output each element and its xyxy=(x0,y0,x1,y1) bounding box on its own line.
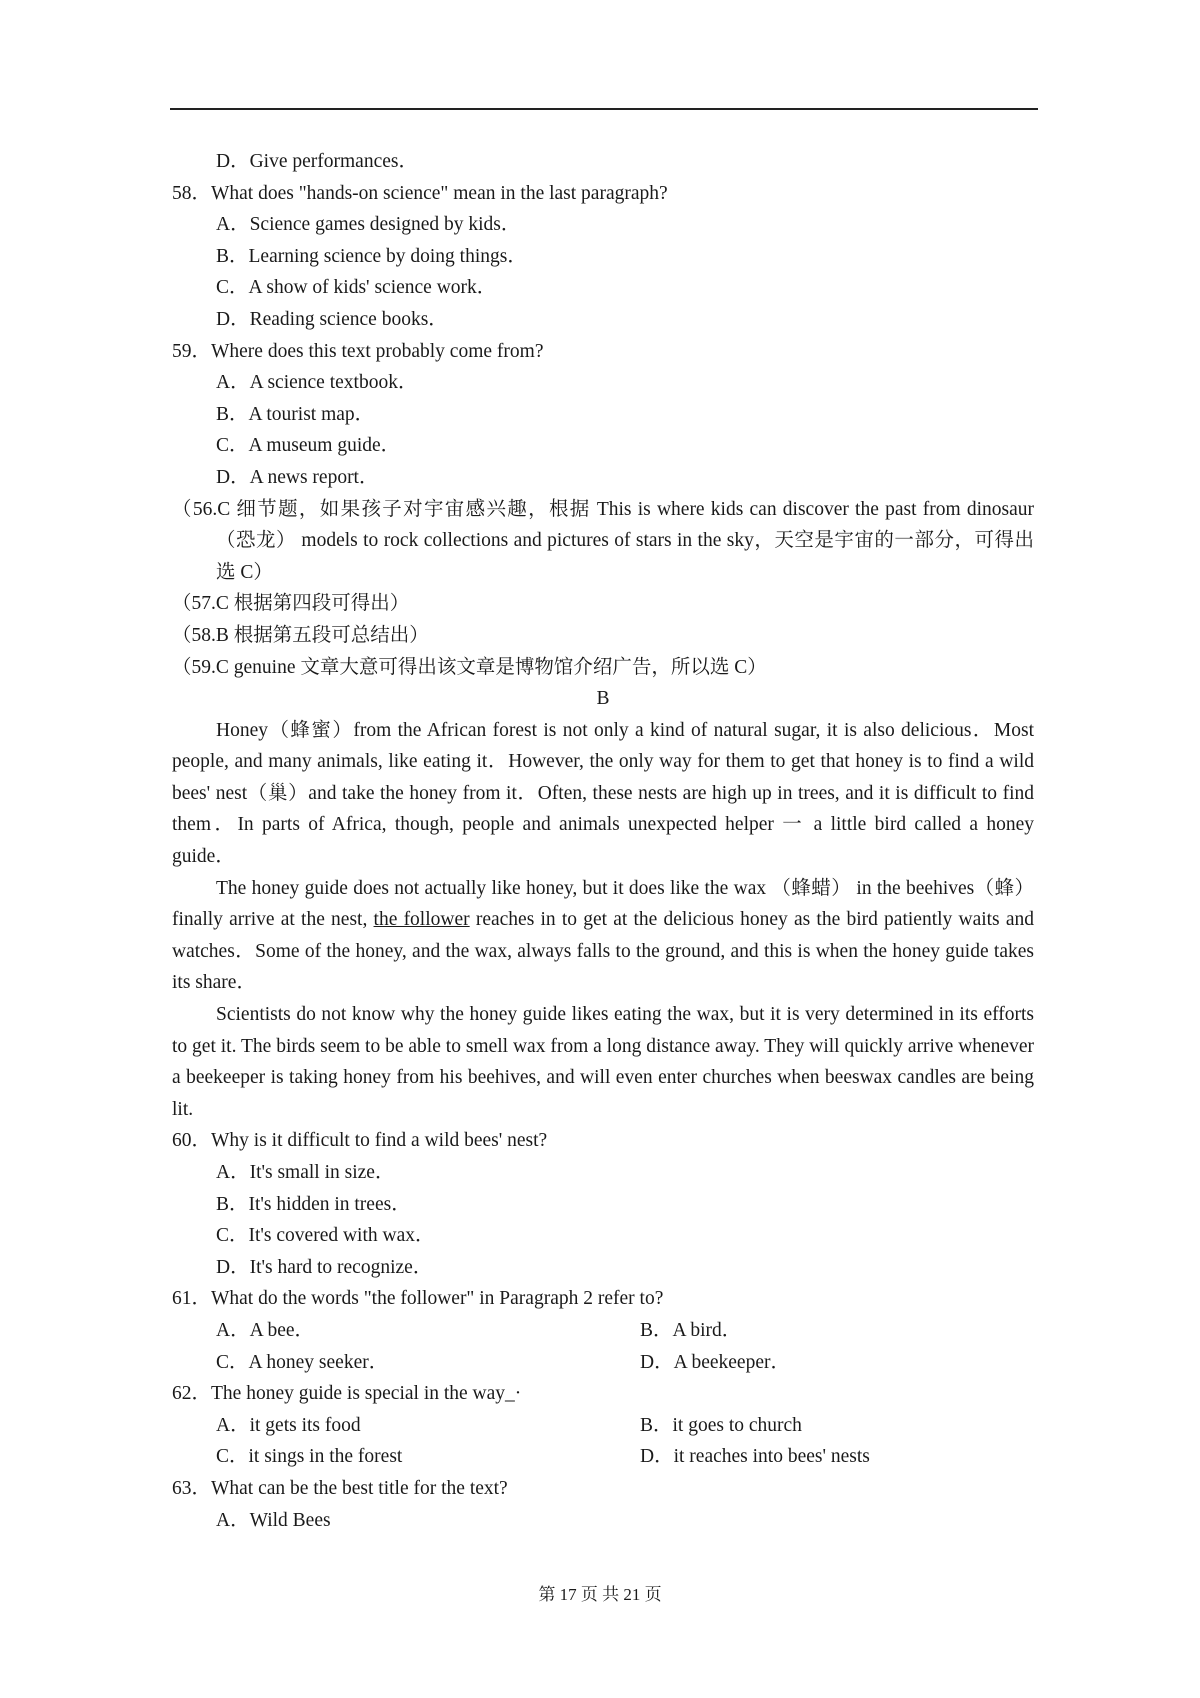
underlined-phrase: the follower xyxy=(373,909,470,931)
q62-option-b: B．it goes to church xyxy=(640,1414,802,1436)
q62-option-c: C．it sings in the forest xyxy=(216,1446,403,1468)
page-footer: 第 17 页 共 21 页 xyxy=(538,1585,662,1604)
q61-stem: 61．What do the words "the follower" in Paragraph 2 refer to? xyxy=(172,1288,664,1310)
q59-stem: 59．Where does this text probably come from? xyxy=(172,340,544,362)
q58-option-b: B．Learning science by doing things． xyxy=(216,245,527,267)
section-heading: B xyxy=(596,688,610,710)
passage-paragraph-2 xyxy=(172,873,1034,999)
q61-options-row-2 xyxy=(172,1347,1034,1379)
q60-option-b: B．It's hidden in trees． xyxy=(216,1193,411,1215)
q59-option-a: A．A science textbook． xyxy=(216,372,418,394)
q59-option-d: D．A news report． xyxy=(216,466,379,488)
q61-option-d: D．A beekeeper． xyxy=(640,1351,790,1373)
q61-option-c: C．A honey seeker． xyxy=(216,1351,389,1373)
paragraph-2-text-end: reaches in to get at the delicious honey as the bird patiently waits and watches．Some of the honey, and the wax, always falls to the ground, and this is when the honey guide takes its share． xyxy=(172,909,1034,994)
paragraph-2-text-start: The honey guide does not actually like honey, but it does like the wax （蜂蜡） in the beehives（蜂）finally arrive at the nest, xyxy=(172,877,1034,931)
q62-options-row-1 xyxy=(172,1410,1034,1442)
q61-option-a: A．A bee． xyxy=(216,1319,315,1341)
q58-option-a: A．Science games designed by kids． xyxy=(216,214,521,236)
q61-option-b: B．A bird． xyxy=(640,1319,742,1341)
q60-option-c: C．It's covered with wax． xyxy=(216,1225,435,1247)
q59-option-b: B．A tourist map． xyxy=(216,403,375,425)
q60-option-a: A．It's small in size． xyxy=(216,1162,395,1183)
q63-option-a: A．Wild Bees xyxy=(216,1509,331,1531)
header-rule xyxy=(170,108,1038,110)
q62-option-a: A．it gets its food xyxy=(216,1414,361,1436)
passage-paragraph-1: Honey（蜂蜜）from the African forest is not only a kind of natural sugar, it is also delicious．Most people, and many animals, like eating it．However, the only way for them to get that honey is to find a wild bees' nest（巢）and take the honey from it．Often, these nests are high up in trees, and it is difficult to find them．In parts of Africa, though, people and animals unexpected helper 一 a little bird called a honey guide． xyxy=(172,719,1034,868)
q61-options-row-1 xyxy=(172,1315,1034,1347)
q60-stem: 60．Why is it difficult to find a wild bees' nest? xyxy=(172,1130,548,1152)
q60-option-d: D．It's hard to recognize． xyxy=(216,1256,433,1278)
q58-option-c: C．A show of kids' science work． xyxy=(216,277,497,299)
q59-option-c: C．A museum guide． xyxy=(216,435,401,457)
q58-stem: 58．What does "hands-on science" mean in the last paragraph? xyxy=(172,182,668,204)
page-content xyxy=(172,146,1034,1536)
q63-stem: 63．What can be the best title for the text? xyxy=(172,1477,508,1499)
q62-stem: 62．The honey guide is special in the way_· xyxy=(172,1383,522,1405)
passage-paragraph-3: Scientists do not know why the honey guide likes eating the wax, but it is very determined in its efforts to get it. The birds seem to be able to smell wax from a long distance away. They will quickly arrive whenever a beekeeper is taking honey from his beehives, and will even enter churches when beeswax candles are being lit. xyxy=(172,1004,1034,1120)
q62-option-d: D．it reaches into bees' nests xyxy=(640,1446,870,1468)
answer-note-56: （56.C 细节题，如果孩子对宇宙感兴趣，根据 This is where kids can discover the past from dinosaur（恐龙） models to rock collections and pictures of stars in the sky，天空是宇宙的一部分，可得出选 C） xyxy=(172,498,1034,583)
q58-option-d: D．Reading science books． xyxy=(216,308,448,330)
answer-note-59: （59.C genuine 文章大意可得出该文章是博物馆介绍广告，所以选 C） xyxy=(172,656,767,678)
answer-note-57: （57.C 根据第四段可得出） xyxy=(172,593,410,615)
answer-note-58: （58.B 根据第五段可总结出） xyxy=(172,624,429,646)
q62-options-row-2 xyxy=(172,1441,1034,1473)
q57-option-d: D．Give performances． xyxy=(216,151,418,172)
